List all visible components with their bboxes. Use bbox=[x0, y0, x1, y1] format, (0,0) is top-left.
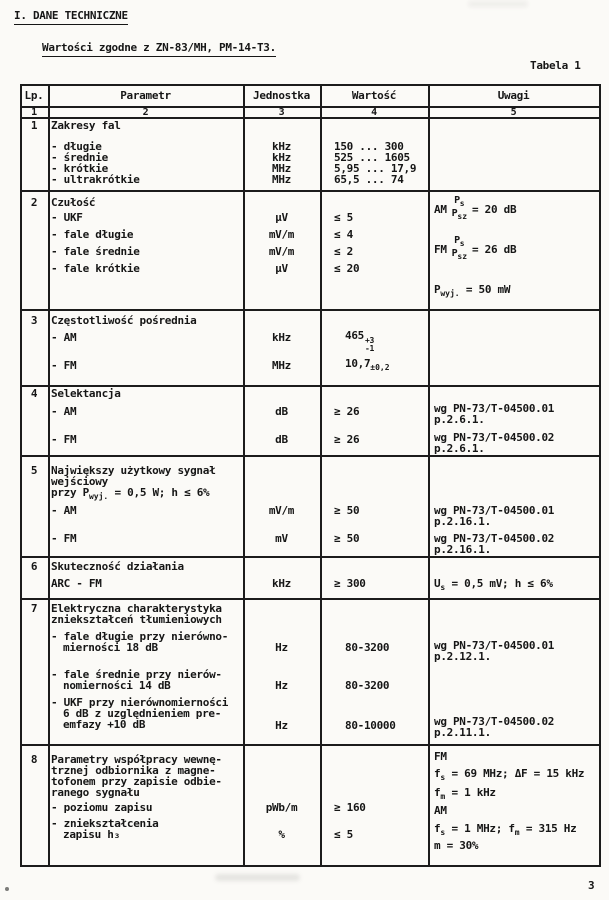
col-header-wartosc: Wartość bbox=[351, 89, 397, 102]
unit-cell: Hz bbox=[275, 679, 288, 692]
fraction-prefix: AM bbox=[434, 202, 447, 216]
param-line: - UKF przy nierównomierności bbox=[51, 696, 229, 709]
row-lp: 7 bbox=[30, 602, 38, 615]
table-border-right bbox=[599, 84, 601, 867]
param-line: Elektryczna charakterystyka bbox=[51, 602, 222, 615]
unit-cell: kHz bbox=[272, 577, 291, 590]
row-lp: 2 bbox=[30, 196, 38, 209]
value-cell: ≤ 5 bbox=[334, 211, 353, 224]
value-cell: 65,5 ... 74 bbox=[334, 173, 404, 186]
unit-cell: Hz bbox=[275, 641, 288, 654]
unit-cell: % bbox=[278, 828, 285, 841]
table-vline-value bbox=[428, 84, 430, 867]
unit-cell: mV/m bbox=[268, 245, 295, 258]
unit-cell: dB bbox=[275, 405, 288, 418]
value-cell: ≤ 4 bbox=[334, 228, 353, 241]
col-header-uwagi: Uwagi bbox=[497, 89, 530, 102]
row-lp: 4 bbox=[30, 387, 38, 400]
uwagi-fraction-fm bbox=[434, 234, 516, 264]
table-border-bottom bbox=[20, 865, 601, 867]
param-line: Selektancja bbox=[51, 387, 121, 400]
fraction: $P_s$ $P_{sz}$ bbox=[451, 195, 468, 221]
param-line: - fale długie przy nierówno- bbox=[51, 630, 229, 643]
col-number: 4 bbox=[371, 107, 377, 118]
fraction-prefix: FM bbox=[434, 242, 447, 256]
value-cell: ≥ 160 bbox=[334, 801, 366, 814]
unit-cell: kHz bbox=[272, 151, 291, 164]
param-line: ranego sygnału bbox=[51, 786, 140, 799]
col-number: 1 bbox=[31, 107, 37, 118]
value-cell: 465 +3 -1 bbox=[345, 329, 375, 353]
param-line: - fale średnie przy nierów- bbox=[51, 668, 222, 681]
table-line-r6 bbox=[20, 598, 601, 600]
uwagi-line: $f_m = 1$ kHz bbox=[434, 786, 496, 802]
unit-cell: mV/m bbox=[268, 504, 295, 517]
value-cell: ≤ 5 bbox=[334, 828, 353, 841]
param-line: przy $P_{wyj.} = 0,5$ W; h ≤ 6% bbox=[51, 486, 210, 502]
uwagi-line: AM bbox=[434, 804, 447, 817]
uwagi-line: $f_s = 1$ MHz; $f_m = 315$ Hz bbox=[434, 822, 577, 838]
uwagi-line: wg PN-73/T-04500.01 bbox=[434, 402, 555, 415]
uwagi-line: m = 30% bbox=[434, 839, 479, 852]
value-cell: ≥ 50 bbox=[334, 532, 360, 545]
uwagi-line: $f_s = 69$ MHz; ΔF = 15 kHz bbox=[434, 767, 585, 783]
row-lp: 3 bbox=[30, 314, 38, 327]
table-line-r1 bbox=[20, 190, 601, 192]
scan-smudge bbox=[468, 1, 528, 7]
value-cell: ≥ 26 bbox=[334, 405, 360, 418]
param-line: Największy użytkowy sygnał bbox=[51, 464, 216, 477]
param-line: Parametry współpracy wewnę- bbox=[51, 753, 222, 766]
param-line: Czułość bbox=[51, 196, 96, 209]
uwagi-line: wg PN-73/T-04500.01 bbox=[434, 504, 555, 517]
col-header-lp: Lp. bbox=[24, 89, 44, 102]
param-line: Skuteczność działania bbox=[51, 560, 184, 573]
param-line: ARC - FM bbox=[51, 577, 102, 590]
value-cell: ≥ 50 bbox=[334, 504, 360, 517]
value-cell: 80-10000 bbox=[345, 719, 396, 732]
param-line: - fale średnie bbox=[51, 245, 140, 258]
uwagi-line: wg PN-73/T-04500.02 bbox=[434, 532, 555, 545]
page-number: 3 bbox=[588, 879, 595, 892]
param-line: 6 dB z uzględnieniem pre- bbox=[63, 707, 222, 720]
param-line: - UKF bbox=[51, 211, 83, 224]
unit-cell: mV/m bbox=[268, 228, 295, 241]
table-line-r2 bbox=[20, 309, 601, 311]
subtitle: Wartości zgodne z ZN-83/MH, PM-14-T3. bbox=[42, 42, 276, 53]
param-line: - zniekształcenia bbox=[51, 817, 159, 830]
param-line: - AM bbox=[51, 504, 77, 517]
fraction-suffix: = 26 dB bbox=[472, 242, 517, 256]
uwagi-line: p.2.6.1. bbox=[434, 442, 485, 455]
row-lp: 6 bbox=[30, 560, 38, 573]
uwagi-line: wg PN-73/T-04500.02 bbox=[434, 431, 555, 444]
param-line: nomierności 14 dB bbox=[63, 679, 171, 692]
param-line: - fale krótkie bbox=[51, 262, 140, 275]
param-line: emfazy +10 dB bbox=[63, 718, 146, 731]
row-lp: 8 bbox=[30, 753, 38, 766]
unit-cell: kHz bbox=[272, 140, 291, 153]
table-line-r7 bbox=[20, 744, 601, 746]
value-cell: 150 ... 300 bbox=[334, 140, 404, 153]
uwagi-line: $P_{wyj.} = 50$ mW bbox=[434, 283, 511, 299]
param-line: Częstotliwość pośrednia bbox=[51, 314, 197, 327]
table-vline-unit bbox=[320, 84, 322, 867]
uwagi-line: p.2.6.1. bbox=[434, 413, 485, 426]
uwagi-line: wg PN-73/T-04500.01 bbox=[434, 639, 555, 652]
unit-cell: MHz bbox=[272, 359, 291, 372]
unit-cell: µV bbox=[275, 262, 288, 275]
value-cell: 5,95 ... 17,9 bbox=[334, 162, 417, 175]
param-line: - ultrakrótkie bbox=[51, 173, 140, 186]
table-vline-param bbox=[243, 84, 245, 867]
col-number: 5 bbox=[510, 107, 517, 118]
unit-cell: Hz bbox=[275, 719, 288, 732]
col-number: 2 bbox=[142, 107, 149, 118]
value-cell: ≤ 2 bbox=[334, 245, 353, 258]
param-line: trznej odbiornika z magne- bbox=[51, 764, 216, 777]
uwagi-line: p.2.11.1. bbox=[434, 726, 491, 739]
table-line-r5 bbox=[20, 556, 601, 558]
uwagi-line: $U_s = 0,5$ mV; h ≤ 6% bbox=[434, 577, 553, 593]
param-line: - FM bbox=[51, 433, 77, 446]
param-line: mierności 18 dB bbox=[63, 641, 158, 654]
value-cell: $10,7_{\pm 0,2}$ bbox=[345, 357, 390, 373]
param-line: zapisu h₃ bbox=[63, 828, 120, 841]
param-line: - długie bbox=[51, 140, 102, 153]
table-vline-lp bbox=[48, 84, 50, 867]
unit-cell: dB bbox=[275, 433, 288, 446]
section-title: I. DANE TECHNICZNE bbox=[14, 10, 128, 21]
param-line: Zakresy fal bbox=[51, 119, 121, 132]
technical-data-table bbox=[20, 84, 601, 867]
unit-cell: MHz bbox=[272, 173, 291, 186]
table-border-top bbox=[20, 84, 601, 86]
value-cell: ≥ 300 bbox=[334, 577, 366, 590]
param-line: tofonem przy zapisie odbie- bbox=[51, 775, 222, 788]
param-line: - fale długie bbox=[51, 228, 134, 241]
col-number: 3 bbox=[278, 107, 285, 118]
uwagi-line: FM bbox=[434, 750, 447, 763]
value-cell: ≤ 20 bbox=[334, 262, 360, 275]
param-line: wejściowy bbox=[51, 475, 108, 488]
param-line: - FM bbox=[51, 359, 77, 372]
unit-cell: kHz bbox=[272, 331, 291, 344]
value-cell: 525 ... 1605 bbox=[334, 151, 410, 164]
col-header-jednostka: Jednostka bbox=[253, 89, 310, 102]
param-line: - AM bbox=[51, 405, 77, 418]
uwagi-line: wg PN-73/T-04500.02 bbox=[434, 715, 555, 728]
value-cell: ≥ 26 bbox=[334, 433, 360, 446]
table-caption: Tabela 1 bbox=[530, 59, 581, 72]
fraction: $P_s$ $P_{sz}$ bbox=[451, 235, 468, 261]
param-line: - AM bbox=[51, 331, 77, 344]
fraction-suffix: = 20 dB bbox=[472, 202, 517, 216]
unit-cell: pWb/m bbox=[265, 801, 298, 814]
uwagi-fraction-am bbox=[434, 194, 516, 224]
scan-dot bbox=[5, 887, 9, 891]
table-line-r4 bbox=[20, 455, 601, 457]
value-cell: 80-3200 bbox=[345, 641, 390, 654]
param-line: - krótkie bbox=[51, 162, 108, 175]
value-cell: 80-3200 bbox=[345, 679, 390, 692]
row-lp: 5 bbox=[30, 464, 38, 477]
unit-cell: µV bbox=[275, 211, 288, 224]
row-lp: 1 bbox=[30, 119, 38, 132]
unit-cell: MHz bbox=[272, 162, 291, 175]
param-line: - średnie bbox=[51, 151, 108, 164]
uwagi-line: p.2.16.1. bbox=[434, 543, 491, 556]
unit-cell: mV bbox=[275, 532, 288, 545]
scan-smudge bbox=[215, 874, 300, 881]
uwagi-line: p.2.12.1. bbox=[434, 650, 491, 663]
param-line: zniekształceń tłumieniowych bbox=[51, 613, 222, 626]
col-header-parametr: Parametr bbox=[120, 89, 171, 102]
param-line: - poziomu zapisu bbox=[51, 801, 153, 814]
uwagi-line: p.2.16.1. bbox=[434, 515, 491, 528]
param-line: - FM bbox=[51, 532, 77, 545]
